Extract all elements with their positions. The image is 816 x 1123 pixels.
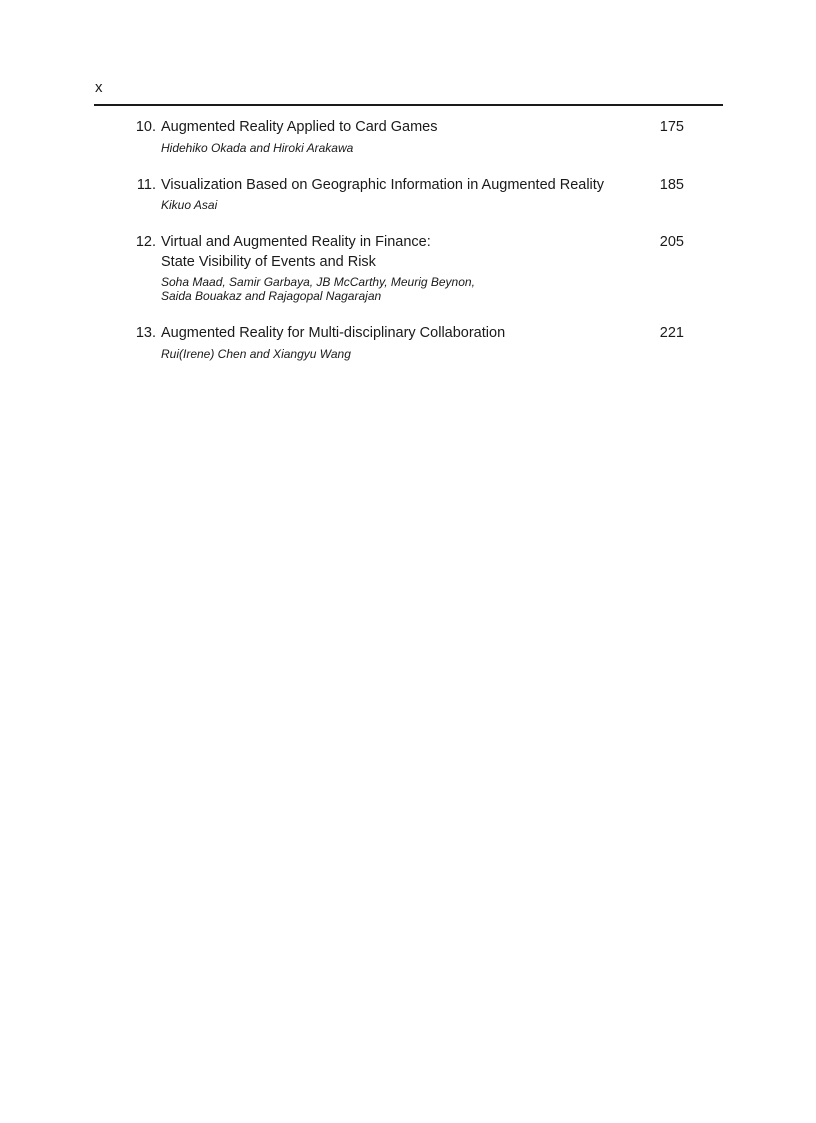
chapter-page[interactable]: 175 xyxy=(659,119,684,135)
chapter-number: 11. xyxy=(136,176,156,193)
toc-entry-10[interactable] xyxy=(124,118,690,155)
toc-entry-11[interactable] xyxy=(124,176,690,213)
chapter-number: 12. xyxy=(135,234,156,250)
chapter-page[interactable]: 185 xyxy=(659,176,684,193)
table-of-contents xyxy=(124,118,690,382)
chapter-authors: Hidehiko Okada and Hiroki Arakawa xyxy=(161,140,354,155)
chapter-number: 13. xyxy=(135,325,156,341)
chapter-title[interactable]: Augmented Reality Applied to Card Games xyxy=(161,119,438,135)
chapter-number: 10. xyxy=(135,119,156,135)
chapter-title[interactable]: Augmented Reality for Multi-disciplinary Collaboration xyxy=(161,325,506,341)
toc-entry-12[interactable] xyxy=(124,233,690,303)
chapter-page[interactable]: 221 xyxy=(659,325,684,341)
chapter-title[interactable]: Virtual and Augmented Reality in Finance: State Visibility of Events and Risk xyxy=(161,234,431,270)
chapter-authors: Rui(Irene) Chen and Xiangyu Wang xyxy=(161,346,351,361)
toc-entry-13[interactable] xyxy=(124,324,690,361)
chapter-title[interactable]: Visualization Based on Geographic Information in Augmented Reality xyxy=(161,176,605,193)
chapter-page[interactable]: 205 xyxy=(659,234,684,250)
header-rule xyxy=(94,104,723,106)
page-number: x xyxy=(95,79,103,96)
chapter-authors: Kikuo Asai xyxy=(161,198,218,212)
chapter-authors: Soha Maad, Samir Garbaya, JB McCarthy, Meurig Beynon, Saida Bouakaz and Rajagopal Nagarajan xyxy=(161,275,475,303)
